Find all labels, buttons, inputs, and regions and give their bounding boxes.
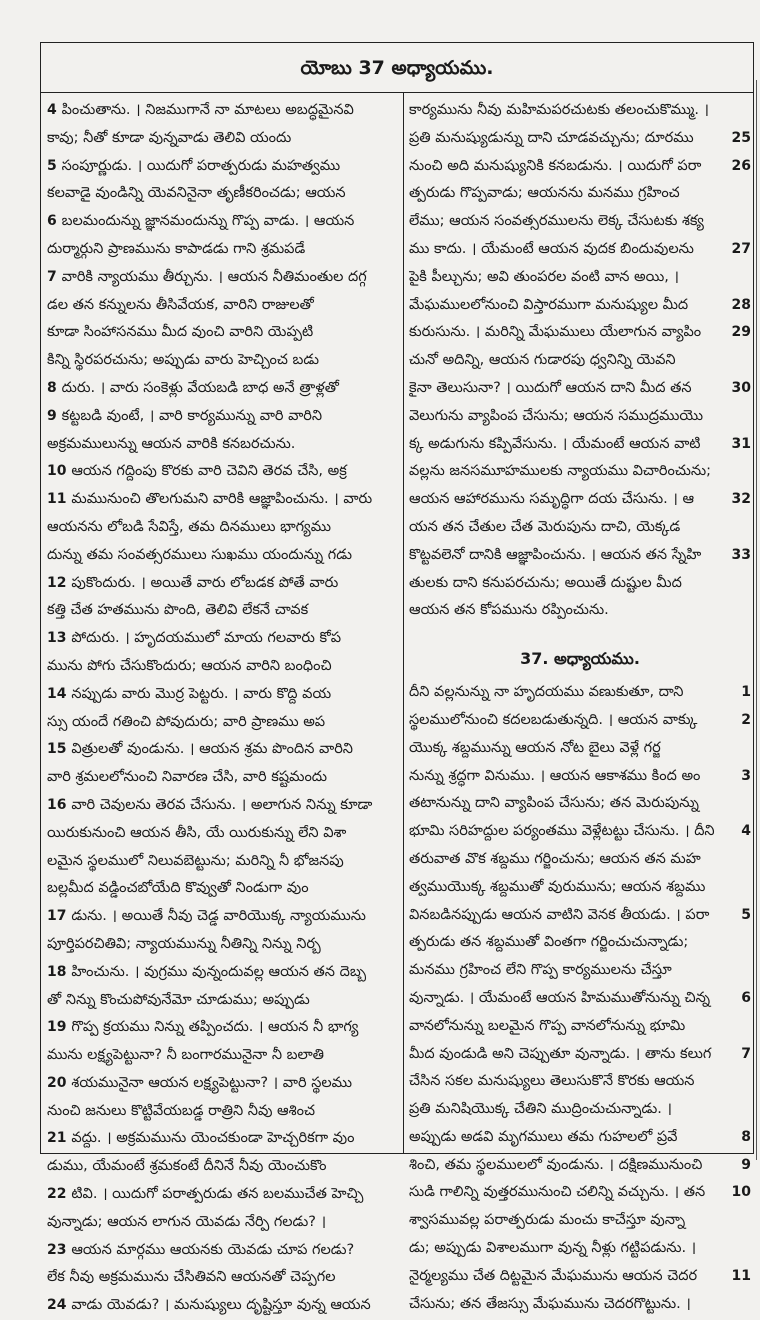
verse-number: 18 [47, 963, 72, 980]
line-text: వల్లను జనసమూహములకు న్యాయము విచారించును; [409, 463, 711, 480]
line-text: స్థలములోనుంచి కదలబడుతున్నది. । ఆయన వాక్కు [409, 711, 698, 728]
line-text: అప్పుడు అడవి మృగములు తమ గుహలలో ప్రవే [409, 1128, 678, 1145]
text-line [409, 707, 751, 735]
text-line [45, 97, 399, 125]
page-header: యోబు 37 అధ్యాయము. [41, 43, 753, 93]
text-line [409, 790, 751, 818]
verse-number: 9 [47, 407, 62, 424]
verse-number: 6 [741, 989, 751, 1006]
text-line [409, 957, 751, 985]
text-line [409, 403, 751, 431]
line-text: డును. । అయితే నీవు చెడ్డ వారియొక్క న్యాయమును [71, 908, 366, 925]
right-column-bottom [409, 679, 751, 1318]
text-line [45, 903, 399, 931]
verse-number: 16 [47, 796, 72, 813]
verse-number: 17 [47, 908, 72, 925]
line-text: చేసును; తన తేజస్సు మేఘమును చెదరగొట్టును. । [409, 1295, 691, 1312]
line-text: యొక్క శబ్దమున్ను ఆయన నోట బైలు వెళ్లే గర్జ [409, 739, 661, 756]
chapter-heading: 37. అధ్యాయము. [520, 649, 640, 669]
text-line [45, 653, 399, 681]
line-text: మమునుంచి తొలగుమని వారికి ఆజ్ఞాపించును. । వారు [71, 491, 373, 508]
text-line [45, 1264, 399, 1292]
text-line [409, 1207, 751, 1235]
line-text: వారికి న్యాయము తీర్చును. । ఆయన నీతిమంతుల దగ్గ [61, 268, 367, 285]
right-column [409, 97, 751, 1318]
line-text: తటానున్ను దాని వ్యాపింప చేసును; తన మెరుపున్ను [409, 795, 699, 812]
text-line [45, 764, 399, 792]
line-text: ఆయన గద్దింపు కొరకు వారి చెవిని తెరవ చేసి, అక్ర [71, 463, 347, 480]
line-text: బల్లమీద వడ్డించబోయేది కొవ్వుతో నిండుగా వుం [47, 880, 309, 897]
line-text: దీని వల్లనున్ను నా హృదయము వణుకుతూ, దాని [409, 684, 684, 701]
line-text: సంపూర్ణుడు. । యిదుగో పరాత్పరుడు మహత్వము [61, 157, 341, 174]
line-text: యిరుకునుంచి ఆయన తీసి, యే యిరుకున్ను లేని విశా [47, 824, 347, 841]
text-line [45, 1209, 399, 1237]
text-line [45, 987, 399, 1015]
text-line [409, 1068, 751, 1096]
line-text: పైకి పీల్చును; అవి తుంపరల వంటి వాన అయి, । [409, 268, 679, 285]
text-line [45, 1014, 399, 1042]
text-line [45, 1153, 399, 1181]
line-text: కూడా సింహాసనము మీద వుంచి వారిని యెప్పటి [47, 324, 314, 341]
text-line [45, 1292, 399, 1320]
line-text: ఆయనను లోబడి సేవిస్తే, తమ దినములు భాగ్యము [47, 518, 332, 535]
text-line [45, 431, 399, 459]
line-text: వెలుగును వ్యాపింప చేసును; ఆయన సముద్రముయొ [409, 407, 704, 424]
verse-number: 31 [731, 435, 751, 452]
text-line [409, 292, 751, 320]
text-line [409, 570, 751, 598]
text-line [45, 347, 399, 375]
line-text: త్పరుడు గొప్పవాడు; ఆయనను మనము గ్రహించ [409, 185, 680, 202]
text-line [409, 985, 751, 1013]
text-line [409, 874, 751, 902]
verse-number: 15 [47, 741, 72, 758]
text-line [409, 818, 751, 846]
line-text: వున్నాడు. । యేమంటే ఆయన హిమముతోనున్ను చిన్న [409, 989, 711, 1006]
line-text: మేఘములలోనుంచి విస్తారముగా మనుష్యుల మీద [409, 296, 689, 313]
line-text: హించును. । వుగ్రము వున్నందువల్ల ఆయన తన దెబ్బ [71, 963, 367, 980]
verse-number: 32 [731, 491, 751, 508]
line-text: అక్రమములున్ను ఆయన వారికి కనబరచును. [47, 435, 296, 452]
verse-number: 9 [741, 1156, 751, 1173]
text-line [409, 542, 751, 570]
line-text: స్సు యందే గతించి పోవుదురు; వారి ప్రాణము అప [47, 713, 326, 730]
text-line [409, 1041, 751, 1069]
line-text: లేక నీవు అక్రమమును చేసితివని ఆయనతో చెప్పగల [47, 1269, 336, 1286]
text-line [45, 959, 399, 987]
verse-number: 12 [47, 574, 72, 591]
text-line [45, 319, 399, 347]
verse-number: 6 [47, 213, 62, 230]
text-line [45, 931, 399, 959]
text-line [45, 542, 399, 570]
line-text: తరువాత వొక శబ్దము గర్జించును; ఆయన తన మహ [409, 850, 701, 867]
line-text: మును లక్ష్యపెట్టునా? నీ బంగారమునైనా నీ బలాతి [47, 1047, 325, 1064]
line-text: డు; అప్పుడు విశాలముగా వున్న నీళ్లు గట్టిపడును. । [409, 1240, 697, 1257]
verse-number: 5 [741, 906, 751, 923]
line-text: దుర్మార్గుని ప్రాణమును కాపాడడు గాని శ్రమపడే [47, 240, 306, 257]
line-text: ఆయన మార్గము ఆయనకు యెవడు చూప గలడు? [71, 1241, 355, 1258]
text-line [45, 375, 399, 403]
line-text: వారి చెవులను తెరవ చేసును. । అలాగున నిన్ను కూడా [71, 796, 373, 813]
text-line [45, 514, 399, 542]
line-text: మును పోగు చేసుకొందురు; ఆయన వారిని బంధించి [47, 657, 332, 674]
text-line [409, 180, 751, 208]
text-line [45, 792, 399, 820]
line-text: పూర్తిపరచితివి; న్యాయమున్ను నీతిన్ని నిన్ను నిర్బ [47, 935, 321, 952]
line-text: పోదురు. । హృదయములో మాయ గలవారు కోప [71, 630, 342, 647]
text-line [409, 319, 751, 347]
line-text: యన తన చేతుల చేత మెరుపును దాచి, యెక్కడ [409, 518, 681, 535]
text-line [45, 597, 399, 625]
text-line [409, 846, 751, 874]
line-text: త్వముయొక్క శబ్దముతో వురుమును; ఆయన శబ్దము [409, 878, 706, 895]
text-line [409, 125, 751, 153]
line-text: డల తన కన్నులను తీసివేయక, వారిని రాజులతో [47, 296, 314, 313]
text-line [409, 153, 751, 181]
text-line [45, 458, 399, 486]
verse-number: 20 [47, 1074, 72, 1091]
line-text: దురు. । వారు సంకెళ్లు వేయబడి బాధ అనే త్రాళ్లతో [61, 379, 339, 396]
right-column-top [409, 97, 751, 625]
text-line [409, 902, 751, 930]
verse-number: 7 [741, 1045, 751, 1062]
verse-number: 1 [741, 684, 751, 701]
line-text: కట్టబడి వుంటే, । వారి కార్యమున్ను వారి వారిని [61, 407, 323, 424]
line-text: కత్తి చేత హతమును పొంది, తెలివి లేకనే చావక [47, 602, 309, 619]
text-line [45, 875, 399, 903]
text-line [45, 1042, 399, 1070]
line-text: నుంచి అది మనుష్యునికి కనబడును. । యిదుగో పరా [409, 157, 702, 174]
text-line [45, 1181, 399, 1209]
page-frame [40, 42, 754, 1314]
text-line [45, 180, 399, 208]
verse-number: 26 [731, 157, 751, 174]
line-text: పుకొందురు. । అయితే వారు లోబడక పోతే వారు [71, 574, 339, 591]
verse-number: 25 [731, 129, 751, 146]
verse-number: 5 [47, 157, 62, 174]
verse-number: 10 [731, 1184, 751, 1201]
verse-number: 27 [731, 240, 751, 257]
line-text: పించుతాను. । నిజముగానే నా మాటలు అబద్ధమైనవి [61, 102, 354, 118]
text-line [45, 292, 399, 320]
line-text: మీద వుండుడి అని చెప్పుతూ వున్నాడు. । తాను కలుగ [409, 1045, 712, 1062]
text-line [45, 264, 399, 292]
text-line [45, 1098, 399, 1126]
line-text: చేసిన సకల మనుష్యులు తెలుసుకొనే కొరకు ఆయన [409, 1073, 695, 1090]
text-line [409, 735, 751, 763]
line-text: ప్రతి మనిషియొక్క చేతిని ముద్రించుచున్నాడు. । [409, 1101, 672, 1118]
text-line [45, 736, 399, 764]
verse-number: 30 [731, 379, 751, 396]
line-text: శించి, తమ స్థలములలో వుండును. । దక్షిణమునుంచి [409, 1156, 703, 1173]
line-text: కొట్టవలెనో దానికి ఆజ్ఞాపించును. । ఆయన తన స్నేహి [409, 546, 702, 563]
line-text: కిన్ని స్థిరపరచును; అప్పుడు వారు హెచ్చించ బడు [47, 352, 320, 369]
verse-number: 2 [741, 711, 751, 728]
text-line [45, 153, 399, 181]
line-text: భూమి సరిహద్దుల పర్యంతము వెళ్లేటట్టు చేసును. । దీని [409, 823, 715, 840]
line-text: ఆయన తన కోపమును రప్పించును. [409, 602, 609, 619]
line-text: నైర్మల్యము చేత దిట్టమైన మేఘమును ఆయన చెదర [409, 1267, 698, 1284]
text-line [45, 125, 399, 153]
line-text: బలమందున్ను జ్ఞానమందున్ను గొప్ప వాడు. । ఆయన [61, 213, 355, 230]
line-text: లమైన స్థలములో నిలువబెట్టును; మరిన్ని నీ భోజనపు [47, 852, 344, 869]
verse-number: 8 [47, 379, 62, 396]
verse-number: 29 [731, 324, 751, 341]
text-line [409, 1096, 751, 1124]
text-line [409, 1124, 751, 1152]
text-line [45, 681, 399, 709]
text-line [409, 1152, 751, 1180]
line-text: నుంచి జనులు కొట్టివేయబడ్డ రాత్రిని నీవు ఆశించ [47, 1102, 315, 1119]
verse-number: 8 [741, 1128, 751, 1145]
line-text: త్పరుడు తన శబ్దముతో వింతగా గర్జించుచున్నాడు; [409, 934, 689, 951]
text-line [409, 208, 751, 236]
text-line [45, 570, 399, 598]
verse-number: 11 [731, 1267, 751, 1284]
line-text: ప్రతి మనుష్యుడున్ను దాని చూడవచ్చును; దూరము [409, 129, 694, 146]
text-line [45, 236, 399, 264]
verse-number: 7 [47, 268, 62, 285]
line-text: లేము; ఆయన సంవత్సరములను లెక్క చేసుటకు శక్య [409, 213, 704, 230]
verse-number: 10 [47, 463, 72, 480]
text-line [45, 403, 399, 431]
line-text: ము కాదు. । యేమంటే ఆయన వుదక బిందువులను [409, 240, 694, 257]
text-line [409, 929, 751, 957]
line-text: కలవాడై వుండిన్ని యెవనినైనా తృణీకరించడు; ఆయన [47, 185, 346, 202]
column-divider [403, 93, 404, 1153]
line-text: వద్దు. । అక్రమమును యెంచకుండా హెచ్చరికగా వుం [71, 1130, 355, 1147]
line-text: డుము, యేమంటే శ్రమకంటే దీనినే నీవు యెంచుకొం [47, 1158, 327, 1175]
text-line [409, 1235, 751, 1263]
text-line [45, 1237, 399, 1265]
line-text: తో నిన్ను కొంచుపోవునేమో చూడుము; అప్పుడు [47, 991, 310, 1008]
text-line [409, 97, 751, 125]
page-edge-rule [756, 80, 757, 1160]
verse-number: 3 [741, 767, 751, 784]
line-text: కైనా తెలుసునా? । యిదుగో ఆయన దాని మీద తన [409, 379, 692, 396]
line-text: శయమునైనా ఆయన లక్ష్యపెట్టునా? । వారి స్థలము [71, 1074, 353, 1091]
line-text: క్క అడుగును కప్పివేసును. । యేమంటే ఆయన వాటి [409, 435, 701, 452]
text-line [409, 679, 751, 707]
text-line [409, 375, 751, 403]
line-text: నున్ను శ్రద్ధగా వినుము. । ఆయన ఆకాశము కింద అం [409, 767, 701, 784]
text-line [409, 1263, 751, 1291]
text-line [409, 458, 751, 486]
verse-number: 21 [47, 1130, 72, 1147]
verse-number: 14 [47, 685, 72, 702]
text-line [409, 264, 751, 292]
verse-number: 23 [47, 1241, 72, 1258]
verse-number: 11 [47, 491, 72, 508]
line-text: కురుసును. । మరిన్ని మేఘములు యేలాగున వ్యాపిం [409, 324, 702, 341]
text-line [409, 236, 751, 264]
text-line [409, 597, 751, 625]
text-line [409, 431, 751, 459]
line-text: చునో అదిన్ని, ఆయన గుడారపు ధ్వనిన్ని యెవని [409, 352, 676, 369]
text-line [45, 208, 399, 236]
verse-number: 4 [47, 102, 62, 118]
line-text: వాడు యెవడు? । మనుష్యులు దృష్టిస్తూ వున్న ఆయన [71, 1297, 371, 1314]
text-line [45, 1125, 399, 1153]
text-line [45, 625, 399, 653]
line-text: ఆయన ఆహారమును సమృద్ధిగా దయ చేసును. । ఆ [409, 491, 695, 508]
text-line [45, 709, 399, 737]
line-text: తులకు దాని కనుపరచును; అయితే దుష్టుల మీద [409, 574, 682, 591]
line-text: శ్వాసమువల్ల పరాత్పరుడు మంచు కాచేస్తూ వున్నా [409, 1212, 686, 1229]
text-line [409, 514, 751, 542]
text-line [45, 486, 399, 514]
verse-number: 22 [47, 1186, 72, 1203]
text-line [45, 820, 399, 848]
left-column [45, 97, 399, 1320]
verse-number: 24 [47, 1297, 72, 1314]
verse-number: 33 [731, 546, 751, 563]
line-text: మనము గ్రహించ లేని గొప్ప కార్యములను చేస్తూ [409, 962, 672, 979]
text-line [409, 763, 751, 791]
verse-number: 28 [731, 296, 751, 313]
text-line [45, 848, 399, 876]
text-line [409, 1291, 751, 1319]
text-line [409, 347, 751, 375]
line-text: వారి శ్రమలలోనుంచి నివారణ చేసి, వారి కష్టమందు [47, 769, 328, 786]
verse-number: 19 [47, 1019, 72, 1036]
verse-number: 4 [741, 823, 751, 840]
text-line [45, 1070, 399, 1098]
text-line [409, 1179, 751, 1207]
line-text: కార్యమును నీవు మహిమపరచుటకు తలంచుకొమ్ము. । [409, 102, 710, 118]
line-text: వానలోనున్ను బలమైన గొప్ప వానలోనున్ను భూమి [409, 1017, 686, 1034]
verse-number: 13 [47, 630, 72, 647]
line-text: వినబడినప్పుడు ఆయన వాటిని వెనక తీయడు. । పరా [409, 906, 710, 923]
line-text: టివి. । యిదుగో పరాత్పరుడు తన బలముచేత హెచ్చి [71, 1186, 364, 1203]
line-text: వున్నాడు; ఆయన లాగున యెవడు నేర్పి గలడు? । [47, 1213, 327, 1230]
text-line [409, 486, 751, 514]
line-text: నప్పుడు వారు మొర్ర పెట్టరు. । వారు కొద్ది వయ [71, 685, 332, 702]
line-text: దున్ను తమ సంవత్సరములు సుఖము యందున్ను గడు [47, 546, 352, 563]
line-text: కావు; నీతో కూడా వున్నవాడు తెలివి యందు [47, 129, 292, 146]
line-text: సుడి గాలిన్ని వుత్తరమునుంచి చలిన్ని వచ్చును. । తన [409, 1184, 706, 1201]
line-text: విత్రులతో వుండును. । ఆయన శ్రమ పొందిన వారిని [71, 741, 353, 758]
line-text: గొప్ప క్రయము నిన్ను తప్పించదు. । ఆయన నీ భాగ్య [71, 1019, 359, 1036]
text-line [409, 1013, 751, 1041]
